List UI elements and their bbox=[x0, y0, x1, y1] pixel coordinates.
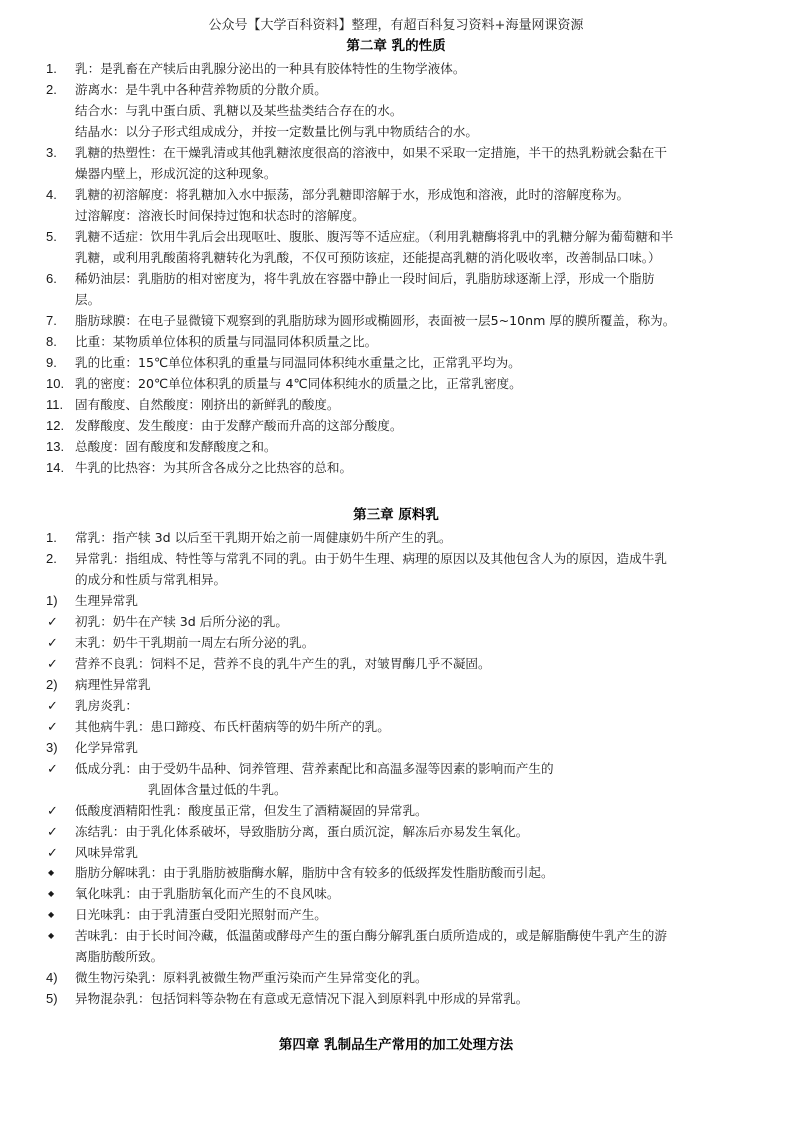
list-item-text: 日光味乳：由于乳清蛋白受阳光照射而产生。 bbox=[75, 907, 327, 922]
list-item-text: 风味异常乳 bbox=[75, 845, 138, 860]
list-number: 13. bbox=[46, 439, 65, 454]
list-item bbox=[0, 268, 792, 289]
list-item-continuation bbox=[0, 569, 792, 590]
list-item-text: 比重：某物质单位体积的质量与同温同体积质量之比。 bbox=[75, 334, 378, 349]
list-number: 5. bbox=[46, 229, 57, 244]
list-item-continuation bbox=[0, 100, 792, 121]
list-number: 4. bbox=[46, 187, 57, 202]
list-number: 14. bbox=[46, 460, 65, 475]
list-item-text: 生理异常乳 bbox=[75, 593, 138, 608]
list-item bbox=[0, 737, 792, 758]
list-item-text: 化学异常乳 bbox=[75, 740, 138, 755]
list-item-text: 微生物污染乳：原料乳被微生物严重污染而产生异常变化的乳。 bbox=[75, 970, 428, 985]
list-item-continuation bbox=[0, 247, 792, 268]
list-number: 1. bbox=[46, 530, 57, 545]
list-item bbox=[0, 58, 792, 79]
page-header: 公众号【大学百科资料】整理，有超百科复习资料+海量网课资源 bbox=[208, 18, 584, 33]
list-item-continuation bbox=[0, 946, 792, 967]
list-item bbox=[0, 415, 792, 436]
list-item-text: 乳糖不适症：饮用牛乳后会出现呕吐、腹胀、腹泻等不适应症。（利用乳糖酶将乳中的乳糖分解为葡萄糖和半 bbox=[75, 229, 674, 244]
list-item bbox=[0, 331, 792, 352]
list-item bbox=[0, 527, 792, 548]
list-item bbox=[0, 883, 792, 904]
list-item bbox=[0, 653, 792, 674]
list-item-text: 脂肪球膜：在电子显微镜下观察到的乳脂肪球为圆形或椭圆形，表面被一层5~10nm 厚的膜所覆盖，称为。 bbox=[75, 313, 676, 328]
list-item bbox=[0, 821, 792, 842]
list-item-text: 异常乳：指组成、特性等与常乳不同的乳。由于奶牛生理、病理的原因以及其他包含人为的原因，造成牛乳 bbox=[75, 551, 667, 566]
list-number: 12. bbox=[46, 418, 65, 433]
list-item-text: 初乳：奶牛在产犊 3d 后所分泌的乳。 bbox=[75, 614, 288, 629]
list-item-text: 过溶解度：溶液长时间保持过饱和状态时的溶解度。 bbox=[75, 208, 365, 223]
list-item-text: 氧化味乳：由于乳脂肪氧化而产生的不良风味。 bbox=[75, 886, 340, 901]
chapter-title: 第二章 乳的性质 bbox=[346, 38, 446, 54]
diamond-bullet-icon: ◆ bbox=[48, 910, 55, 919]
list-item bbox=[0, 590, 792, 611]
list-item bbox=[0, 925, 792, 946]
list-item-text: 乳固体含量过低的牛乳。 bbox=[148, 782, 287, 797]
list-item bbox=[0, 674, 792, 695]
list-item-text: 低酸度酒精阳性乳：酸度虽正常，但发生了酒精凝固的异常乳。 bbox=[75, 803, 428, 818]
list-item-continuation bbox=[0, 289, 792, 310]
list-item-text: 苦味乳：由于长时间冷藏，低温菌或酵母产生的蛋白酶分解乳蛋白质所造成的，或是解脂酶使牛乳产生的游 bbox=[75, 928, 667, 943]
chapter-title: 第四章 乳制品生产常用的加工处理方法 bbox=[278, 1037, 514, 1053]
list-item-text: 结晶水：以分子形式组成成分，并按一定数量比例与乳中物质结合的水。 bbox=[75, 124, 478, 139]
checkmark-icon: ✓ bbox=[47, 614, 58, 629]
list-number: 3) bbox=[46, 740, 58, 755]
list-number: 1) bbox=[46, 593, 58, 608]
chapter-title: 第三章 原料乳 bbox=[353, 507, 439, 523]
list-item-continuation bbox=[0, 121, 792, 142]
list-item bbox=[0, 842, 792, 863]
list-item-text: 脂肪分解味乳：由于乳脂肪被脂酶水解，脂肪中含有较多的低级挥发性脂肪酸而引起。 bbox=[75, 865, 554, 880]
list-item-text: 结合水：与乳中蛋白质、乳糖以及某些盐类结合存在的水。 bbox=[75, 103, 403, 118]
list-item-text: 的成分和性质与常乳相异。 bbox=[75, 572, 227, 587]
checkmark-icon: ✓ bbox=[47, 845, 58, 860]
list-item bbox=[0, 904, 792, 925]
list-item-continuation bbox=[0, 205, 792, 226]
list-number: 3. bbox=[46, 145, 57, 160]
list-item bbox=[0, 373, 792, 394]
list-item bbox=[0, 226, 792, 247]
list-item-text: 异物混杂乳：包括饲料等杂物在有意或无意情况下混入到原料乳中形成的异常乳。 bbox=[75, 991, 529, 1006]
list-item bbox=[0, 862, 792, 883]
list-item-text: 常乳：指产犊 3d 以后至干乳期开始之前一周健康奶牛所产生的乳。 bbox=[75, 530, 452, 545]
list-item-text: 乳糖，或利用乳酸菌将乳糖转化为乳酸，不仅可预防该症，还能提高乳糖的消化吸收率，改善制品口味。） bbox=[75, 250, 661, 265]
list-number: 11. bbox=[46, 397, 64, 412]
list-item bbox=[0, 352, 792, 373]
list-item-text: 乳的密度：20℃单位体积乳的质量与 4℃同体积纯水的质量之比，正常乳密度。 bbox=[75, 376, 522, 391]
checkmark-icon: ✓ bbox=[47, 761, 58, 776]
list-item-text: 固有酸度、自然酸度：刚挤出的新鲜乳的酸度。 bbox=[75, 397, 340, 412]
list-number: 10. bbox=[46, 376, 65, 391]
list-item-text: 牛乳的比热容：为其所含各成分之比热容的总和。 bbox=[75, 460, 353, 475]
list-item bbox=[0, 716, 792, 737]
list-number: 2. bbox=[46, 82, 57, 97]
list-item-text: 总酸度：固有酸度和发酵酸度之和。 bbox=[75, 439, 277, 454]
list-item bbox=[0, 611, 792, 632]
diamond-bullet-icon: ◆ bbox=[48, 931, 55, 940]
list-number: 8. bbox=[46, 334, 57, 349]
list-item-text: 游离水：是牛乳中各种营养物质的分散介质。 bbox=[75, 82, 327, 97]
list-item bbox=[0, 695, 792, 716]
list-item-text: 层。 bbox=[75, 292, 101, 307]
list-item-text: 乳的比重：15℃单位体积乳的重量与同温同体积纯水重量之比，正常乳平均为。 bbox=[75, 355, 521, 370]
list-item-text: 稀奶油层：乳脂肪的相对密度为，将牛乳放在容器中静止一段时间后，乳脂肪球逐渐上浮，形成一个脂肪 bbox=[75, 271, 655, 286]
checkmark-icon: ✓ bbox=[47, 635, 58, 650]
list-item bbox=[0, 457, 792, 478]
list-number: 1. bbox=[46, 61, 57, 76]
diamond-bullet-icon: ◆ bbox=[48, 889, 55, 898]
list-item bbox=[0, 800, 792, 821]
checkmark-icon: ✓ bbox=[47, 719, 58, 734]
checkmark-icon: ✓ bbox=[47, 656, 58, 671]
list-number: 9. bbox=[46, 355, 57, 370]
list-number: 2. bbox=[46, 551, 57, 566]
list-item-text: 乳糖的初溶解度：将乳糖加入水中振荡，部分乳糖即溶解于水，形成饱和溶液，此时的溶解度称为。 bbox=[75, 187, 630, 202]
list-item-continuation bbox=[0, 779, 792, 800]
list-item-continuation bbox=[0, 163, 792, 184]
list-item-text: 离脂肪酸所致。 bbox=[75, 949, 164, 964]
list-item-text: 乳：是乳畜在产犊后由乳腺分泌出的一种具有胶体特性的生物学液体。 bbox=[75, 61, 466, 76]
checkmark-icon: ✓ bbox=[47, 824, 58, 839]
list-item bbox=[0, 79, 792, 100]
list-item bbox=[0, 142, 792, 163]
list-number: 7. bbox=[46, 313, 57, 328]
list-item-text: 乳房炎乳： bbox=[75, 698, 138, 713]
list-item-text: 冻结乳：由于乳化体系破坏，导致脂肪分离，蛋白质沉淀，解冻后亦易发生氧化。 bbox=[75, 824, 529, 839]
list-item bbox=[0, 310, 792, 331]
list-item bbox=[0, 632, 792, 653]
list-item-text: 其他病牛乳：患口蹄疫、布氏杆菌病等的奶牛所产的乳。 bbox=[75, 719, 390, 734]
list-item-text: 营养不良乳：饲料不足，营养不良的乳牛产生的乳，对皱胃酶几乎不凝固。 bbox=[75, 656, 491, 671]
list-number: 6. bbox=[46, 271, 57, 286]
list-item bbox=[0, 394, 792, 415]
list-item-text: 病理性异常乳 bbox=[75, 677, 151, 692]
checkmark-icon: ✓ bbox=[47, 803, 58, 818]
list-item-text: 乳糖的热塑性：在干燥乳清或其他乳糖浓度很高的溶液中，如果不采取一定措施，半干的热乳粉就会黏在干 bbox=[75, 145, 667, 160]
diamond-bullet-icon: ◆ bbox=[48, 868, 55, 877]
list-item bbox=[0, 988, 792, 1009]
list-number: 4) bbox=[46, 970, 58, 985]
list-item-text: 燥器内壁上，形成沉淀的这种现象。 bbox=[75, 166, 277, 181]
list-item bbox=[0, 967, 792, 988]
list-item-text: 末乳：奶牛干乳期前一周左右所分泌的乳。 bbox=[75, 635, 315, 650]
list-item bbox=[0, 548, 792, 569]
list-number: 2) bbox=[46, 677, 58, 692]
list-number: 5) bbox=[46, 991, 58, 1006]
checkmark-icon: ✓ bbox=[47, 698, 58, 713]
list-item-text: 低成分乳：由于受奶牛品种、饲养管理、营养素配比和高温多湿等因素的影响而产生的 bbox=[75, 761, 554, 776]
list-item-text: 发酵酸度、发生酸度：由于发酵产酸而升高的这部分酸度。 bbox=[75, 418, 403, 433]
list-item bbox=[0, 758, 792, 779]
list-item bbox=[0, 436, 792, 457]
list-item bbox=[0, 184, 792, 205]
